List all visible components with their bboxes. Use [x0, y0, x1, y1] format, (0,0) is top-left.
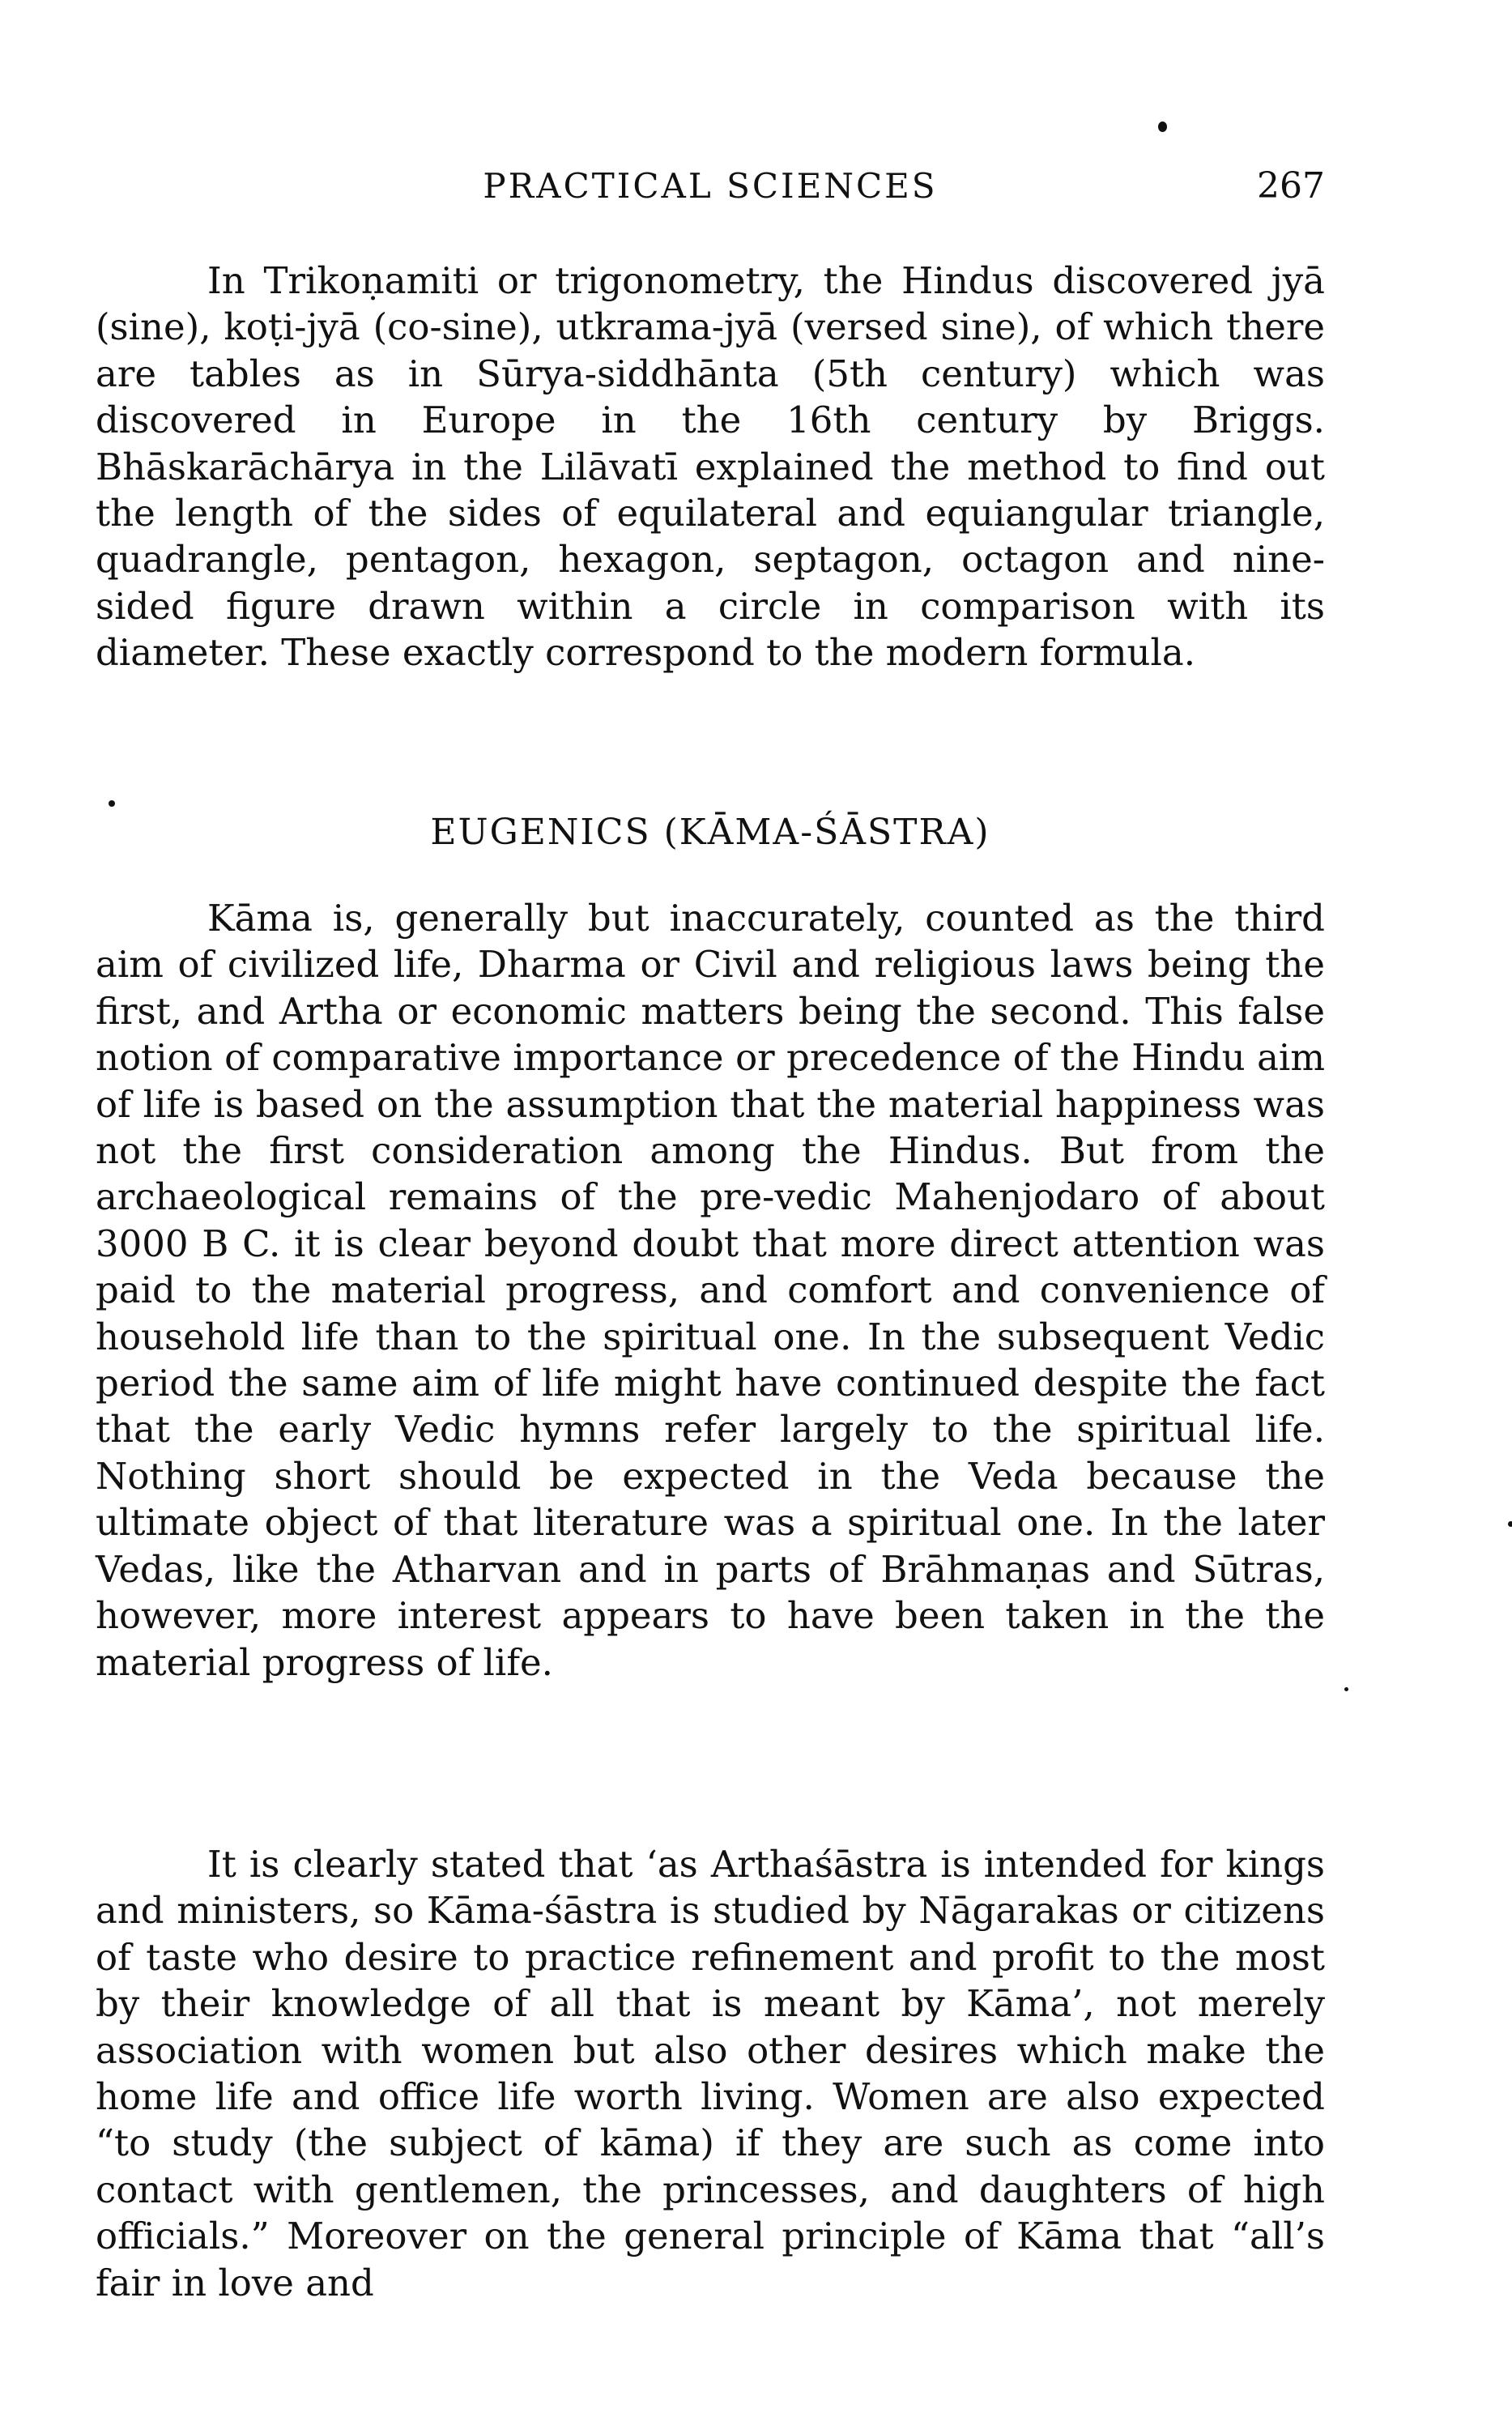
section-heading: EUGENICS (KĀMA-ŚĀSTRA) — [430, 812, 990, 853]
ink-speck — [109, 800, 115, 807]
ink-speck — [1344, 1687, 1348, 1691]
ink-speck — [1158, 122, 1167, 132]
page-header — [96, 158, 1325, 215]
paragraph-trigonometry: In Trikoṇamiti or trigonometry, the Hindus discovered jyā (sine), koṭi-jyā (co-sine), utkrama-jyā (versed sine), of which there are tables as in Sūrya-siddhānta (5th century) which was discovered in Europe in the 16th century by Briggs. Bhāskarāchārya in the Lilāvatī explained the method to find out the length of the sides of equilateral and equiangular triangle, quadrangle, pentagon, hexagon, septagon, octagon and nine-sided figure drawn within a circle in comparison with its diameter. These exactly correspond to the modern formula. — [96, 259, 1325, 675]
page-number: 267 — [1257, 165, 1325, 207]
paragraph-kama-sastra: It is clearly stated that ‘as Arthaśāstra is intended for kings and ministers, so Kāma-śāstra is studied by Nāgarakas or citizens of taste who desire to practice refinement and profit to the most by their knowledge of all that is meant by Kāma’, not merely association with women but also other desires which make the home life and office life worth living. Women are also expected “to study (the subject of kāma) if they are such as come into contact with gentlemen, the princesses, and daughters of high officials.” Moreover on the general principle of Kāma that “all’s fair in love and — [96, 1843, 1325, 2304]
ink-speck — [1508, 1521, 1512, 1527]
paragraph-kama-intro: Kāma is, generally but inaccurately, counted as the third aim of civilized life, Dharma or Civil and religious laws being the first, and Artha or economic matters being the second. This false notion of comparative importance or precedence of the Hindu aim of life is based on the assumption that the material happiness was not the first consideration among the Hindus. But from the archaeological remains of the pre-vedic Mahenjodaro of about 3000 B C. it is clear beyond doubt that more direct attention was paid to the material progress, and comfort and convenience of household life than to the spiritual one. In the subsequent Vedic period the same aim of life might have continued despite the fact that the early Vedic hymns refer largely to the spiritual life. Nothing short should be expected in the Veda because the ultimate object of that literature was a spiritual one. In the later Vedas, like the Atharvan and in parts of Brāhmaṇas and Sūtras, however, more interest appears to have been taken in the the material progress of life. — [96, 897, 1325, 1684]
running-head: PRACTICAL SCIENCES — [483, 166, 938, 206]
